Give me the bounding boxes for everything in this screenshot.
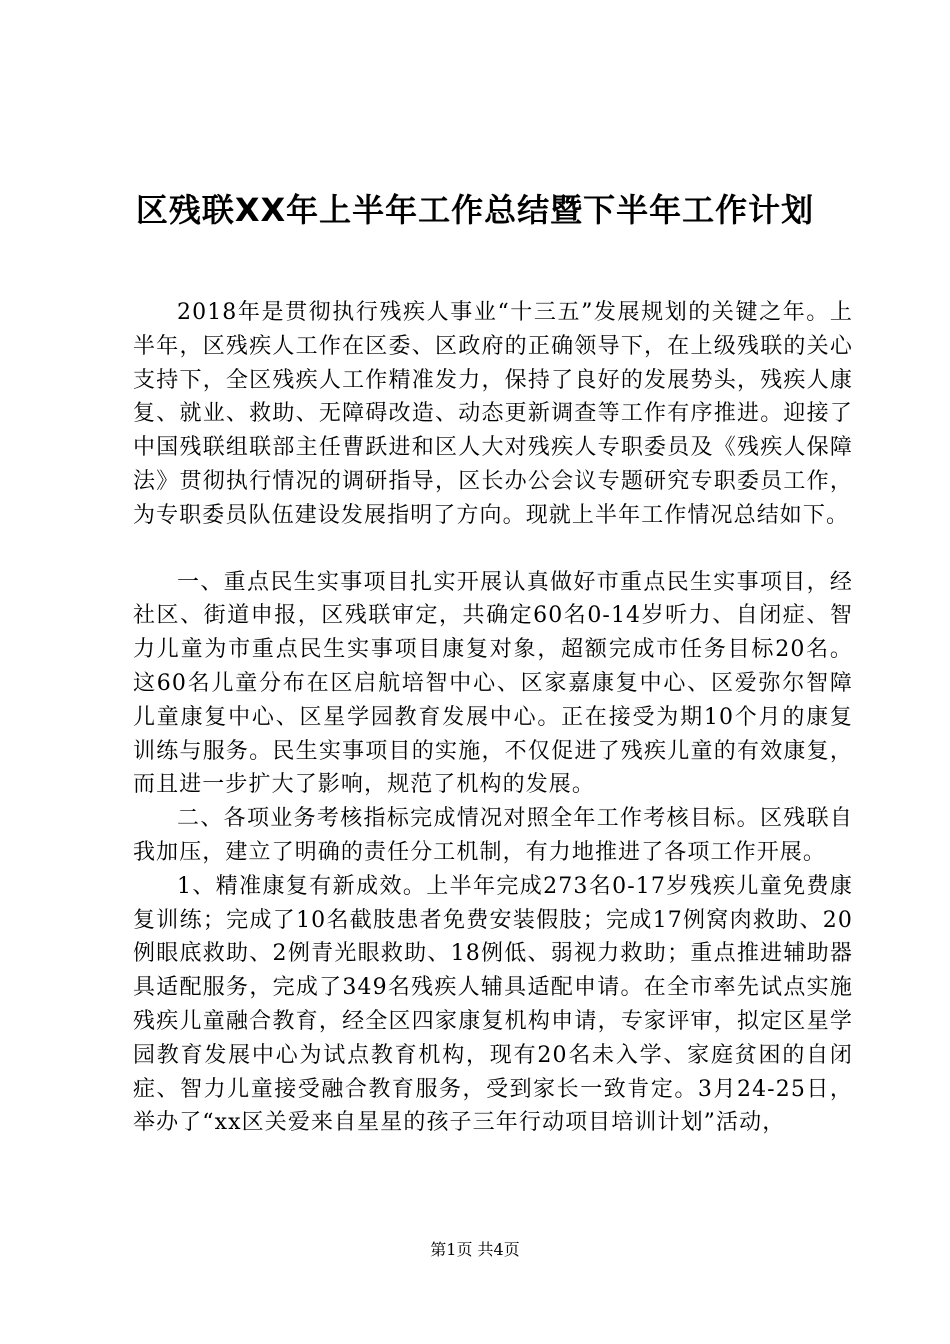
paragraph-item-1: 1、精准康复有新成效。上半年完成273名0-17岁残疾儿童免费康复训练；完成了10名截肢患者免费安装假肢；完成17例窝肉救助、20例眼底救助、2例青光眼救助、18例低、弱视力救助；重点推进辅助器具适配服务，完成了349名残疾人辅具适配申请。在全市率先试点实施残疾儿童融合教育，经全区四家康复机构申请，专家评审，拟定区星学园教育发展中心为试点教育机构，现有20名未入学、家庭贫困的自闭症、智力儿童接受融合教育服务，受到家长一致肯定。3月24-25日，举办了“xx区关爱来自星星的孩子三年行动项目培训计划”活动，: [133, 873, 853, 1136]
paragraph-intro: 2018年是贯彻执行残疾人事业“十三五”发展规划的关键之年。上半年，区残疾人工作在区委、区政府的正确领导下，在上级残联的关心支持下，全区残疾人工作精准发力，保持了良好的发展势头，残疾人康复、就业、救助、无障碍改造、动态更新调查等工作有序推进。迎接了中国残联组联部主任曹跃进和区人大对残疾人专职委员及《残疾人保障法》贯彻执行情况的调研指导，区长办公会议专题研究专职委员工作，为专职委员队伍建设发展指明了方向。现就上半年工作情况总结如下。: [133, 300, 853, 528]
paragraph-section-2: 二、各项业务考核指标完成情况对照全年工作考核目标。区残联自我加压，建立了明确的责任分工机制，有力地推进了各项工作开展。: [133, 806, 853, 865]
document-body: [133, 296, 853, 1140]
paragraph-section-1: 一、重点民生实事项目扎实开展认真做好市重点民生实事项目，经社区、街道申报，区残联审定，共确定60名0-14岁听力、自闭症、智力儿童为市重点民生实事项目康复对象，超额完成市任务目标20名。这60名儿童分布在区启航培智中心、区家嘉康复中心、区爱弥尔智障儿童康复中心、区星学园教育发展中心。正在接受为期10个月的康复训练与服务。民生实事项目的实施，不仅促进了残疾儿童的有效康复，而且进一步扩大了影响，规范了机构的发展。: [133, 569, 853, 798]
document-title: 区残联XX年上半年工作总结暨下半年工作计划: [135, 191, 815, 229]
page-footer: 第1页 共4页: [430, 1240, 520, 1259]
